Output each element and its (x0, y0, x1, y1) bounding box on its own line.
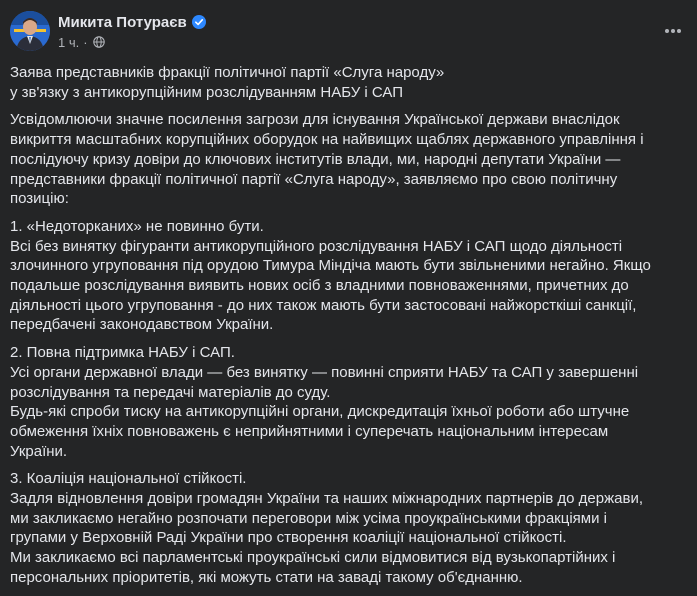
text-line: представники фракції політичної партії «Слуга народу», заявляємо про свою політичну (10, 170, 618, 188)
text-line: послідуючу кризу довіри до ключових інститутів влади, ми, народні депутати України — (10, 150, 621, 168)
text-line: 3. Коаліція національної стійкості. (10, 470, 247, 488)
verified-badge-icon (192, 15, 206, 29)
text-line: Всі без винятку фігуранти антикорупційного розслідування НАБУ і САП щодо діяльності (10, 237, 623, 255)
text-line: подальше розслідування виявить нових осіб з владними повноваженнями, причетних до (10, 277, 629, 295)
meta-separator: · (83, 34, 88, 50)
text-line: персональних пріоритетів, які можуть стати на заваді такому об'єднанню. (10, 568, 523, 586)
point-3-paragraph (10, 469, 690, 587)
intro-paragraph (10, 110, 690, 209)
author-name[interactable]: Микита Потураєв (58, 13, 187, 31)
text-line: обмеження їхніх повноважень є неприйнятними і суперечать національним інтересам (10, 422, 609, 440)
text-line: викриття масштабних корупційних оборудок на найвищих щаблях державного управління і (10, 131, 644, 149)
text-line: Ми закликаємо всі парламентські проукраїнські сили відмовитися від вузькопартійних і (10, 549, 616, 567)
text-line: розслідування та передачі матеріалів до суду. (10, 383, 331, 401)
text-line: передбачені законодавством України. (10, 316, 274, 334)
post-meta (58, 33, 105, 51)
text-line: 2. Повна підтримка НАБУ і САП. (10, 344, 235, 362)
text-line: ми закликаємо негайно розпочати переговори між усіма проукраїнськими фракціями і (10, 509, 607, 527)
post-header (10, 11, 687, 55)
text-line: 1. «Недоторканих» не повинно бути. (10, 217, 264, 235)
text-line: Задля відновлення довіри громадян України та наших міжнародних партнерів до держави, (10, 490, 644, 508)
avatar-photo (10, 11, 50, 51)
post-text (10, 63, 690, 596)
point-1-paragraph (10, 217, 690, 335)
globe-icon[interactable] (93, 36, 105, 48)
text-line: Будь-які спроби тиску на антикорупційні органи, дискредитація їхньої роботи або штучне (10, 403, 630, 421)
text-line: Усі органи державної влади — без винятку — повинні сприяти НАБУ та САП у завершенні (10, 363, 639, 381)
text-line: України. (10, 442, 68, 460)
post-title (10, 63, 690, 102)
more-options-button[interactable] (661, 19, 685, 43)
text-line: групами у Верховній Раді України про створення коаліції національної стійкості. (10, 529, 567, 547)
text-line: у зв'язку з антикорупційним розслідуванням НАБУ і САП (10, 83, 404, 101)
point-2-paragraph (10, 343, 690, 461)
author-avatar[interactable] (10, 11, 50, 51)
more-dots-icon (664, 28, 682, 34)
text-line: позицію: (10, 190, 69, 208)
author-line (58, 12, 206, 32)
post-timestamp[interactable]: 1 ч. (58, 34, 80, 50)
text-line: Усвідомлюючи значне посилення загрози для існування Української держави внаслідок (10, 111, 620, 129)
text-line: діяльності цього угруповання - до них також мають бути застосовані найжорсткіші санкції, (10, 296, 637, 314)
text-line: Заява представників фракції політичної партії «Слуга народу» (10, 64, 445, 81)
text-line: злочинного угруповання під орудою Тимура Міндіча мають бути звільненими негайно. Якщо (10, 257, 651, 275)
